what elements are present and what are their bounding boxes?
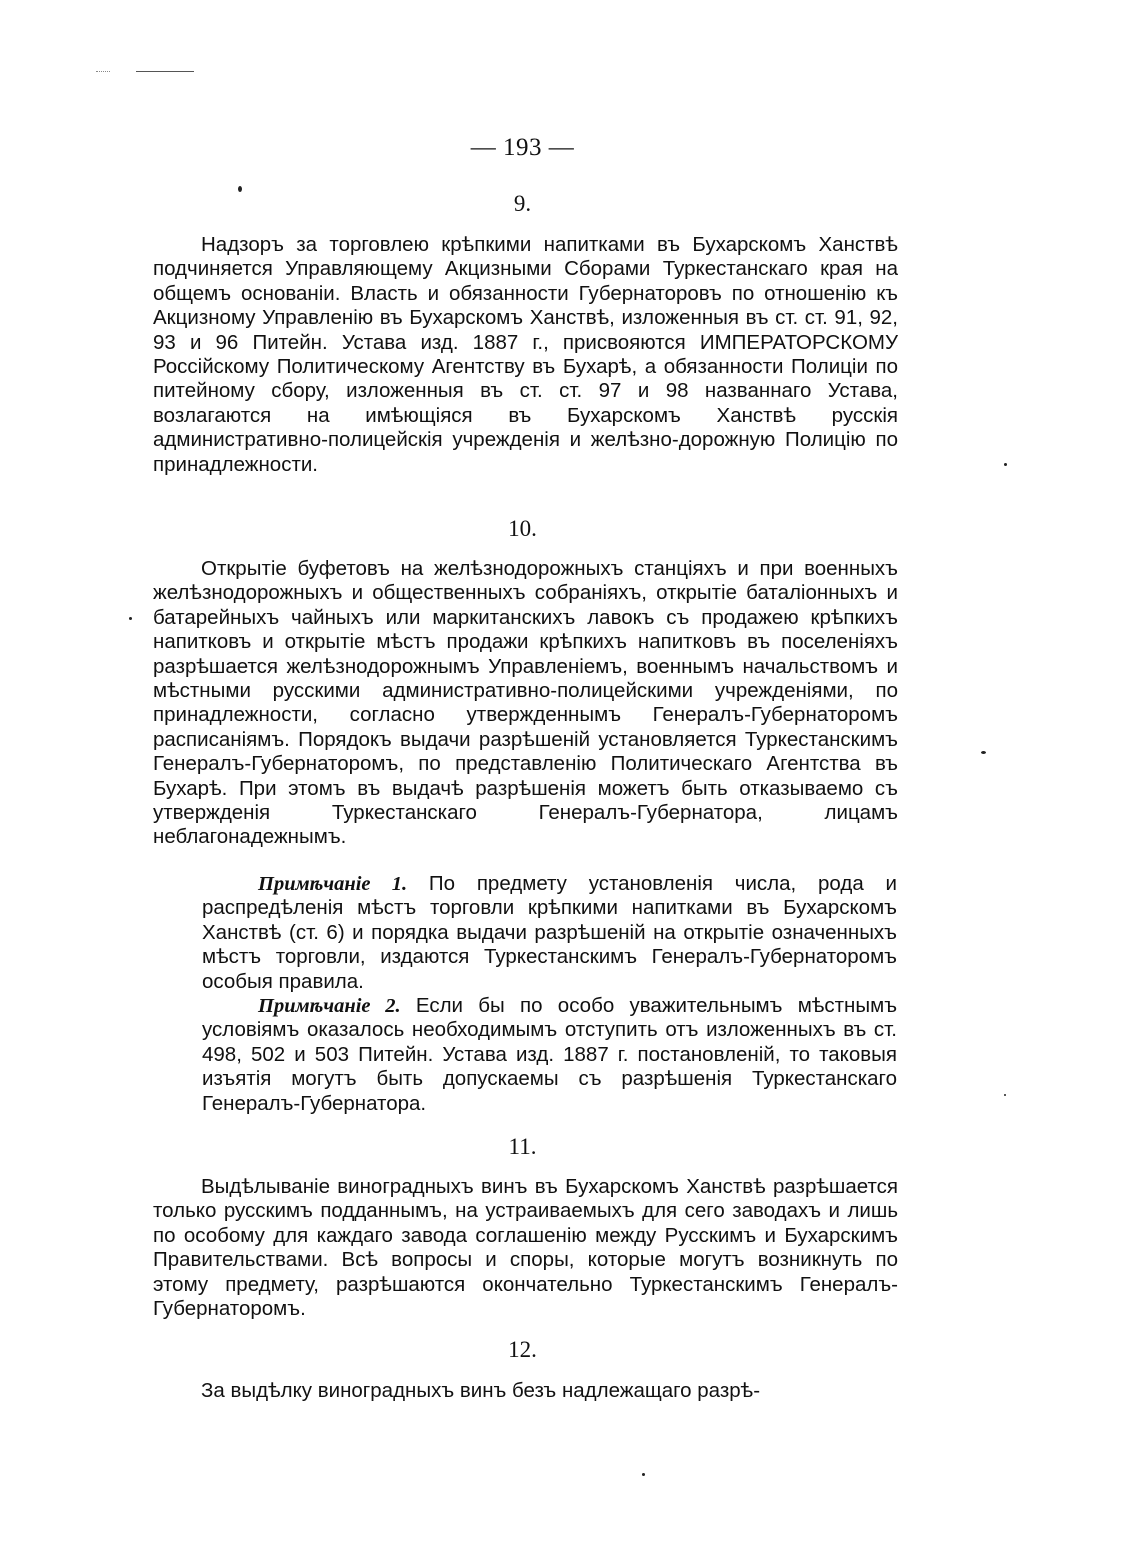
section-10-paragraph: Открытіе буфетовъ на желѣзнодорожныхъ станціяхъ и при военныхъ желѣзнодорожныхъ и общественныхъ собраніяхъ, открытіе баталіонныхъ и батарейныхъ чайныхъ или маркитанскихъ лавокъ съ продажею крѣпкихъ напитковъ и открытіе мѣстъ продажи крѣпкихъ напитковъ въ поселеніяхъ разрѣшается желѣзнодорожнымъ Управленіемъ, военнымъ начальствомъ и мѣстными русскими административно-полицейскими учрежденіями, по принадлежности, согласно утвержденнымъ Генералъ-Губернаторомъ расписаніямъ. Порядокъ выдачи разрѣшеній установляется Туркестанскимъ Генералъ-Губернаторомъ, по представленію Политическаго Агентства въ Бухарѣ. При этомъ въ выдачѣ разрѣшенія можетъ быть отказываемо съ утвержденія Туркестанскаго Генералъ-Губернатора, лицамъ неблагонадежнымъ. [153, 557, 898, 849]
note-1-text: По предмету установленія числа, рода и распредѣленія мѣстъ торговли крѣпкими напитками въ Бухарскомъ Ханствѣ (ст. 6) и порядка выдачи разрѣшеній на открытіе означенныхъ мѣстъ торговли, издаются Туркестанскимъ Генералъ-Губернаторомъ особыя правила. [202, 872, 897, 993]
note-1 [202, 872, 897, 994]
section-heading-9: 9. [513, 191, 532, 216]
scan-speck [129, 617, 132, 620]
scan-speck [642, 1473, 645, 1476]
section-11-paragraph: Выдѣлываніе виноградныхъ винъ въ Бухарскомъ Ханствѣ разрѣшается только русскимъ подданнымъ, на устраиваемыхъ для сего заводахъ и лишь по особому для каждаго завода соглашенію между Русскимъ и Бухарскимъ Правительствами. Всѣ вопросы и споры, которые могутъ возникнуть по этому предмету, разрѣшаются окончательно Туркестанскимъ Генералъ-Губернаторомъ. [153, 1175, 898, 1321]
scan-margin-mark [96, 71, 110, 72]
section-heading-10: 10. [508, 516, 537, 541]
section-9-paragraph: Надзоръ за торговлею крѣпкими напитками въ Бухарскомъ Ханствѣ подчиняется Управляющему Акцизными Сборами Туркестанскаго края на общемъ основаніи. Власть и обязанности Губернаторовъ по отношенію къ Акцизному Управленію въ Бухарскомъ Ханствѣ, изложенныя въ ст. ст. 91, 92, 93 и 96 Питейн. Устава изд. 1887 г., присвояются ИМПЕРАТОРСКОМУ Россійскому Политическому Агентству въ Бухарѣ, а обязанности Полиціи по питейному сбору, изложенныя въ ст. ст. 97 и 98 названнаго Устава, возлагаются на имѣющіяся въ Бухарскомъ Ханствѣ русскія административно-полицейскія учрежденія и желѣзно-дорожную Полицію по принадлежности. [153, 233, 898, 476]
note-2-label: Примѣчаніе 2. [258, 995, 401, 1017]
scan-speck [981, 751, 986, 754]
section-12-paragraph: За выдѣлку виноградныхъ винъ безъ надлежащаго разрѣ- [201, 1379, 761, 1402]
page-number: — 193 — [470, 134, 575, 161]
section-heading-11: 11. [508, 1134, 537, 1159]
scan-speck [1004, 463, 1007, 466]
scan-rule-mark [136, 71, 194, 72]
note-2 [202, 994, 897, 1116]
section-heading-12: 12. [508, 1337, 537, 1362]
note-2-text: Если бы по особо уважительнымъ мѣстнымъ условіямъ оказалось необходимымъ отступить отъ изложенныхъ въ ст. 498, 502 и 503 Питейн. Устава изд. 1887 г. постановленій, то таковыя изъятія могутъ быть допускаемы съ разрѣшенія Туркестанскаго Генералъ-Губернатора. [202, 994, 898, 1115]
note-1-label: Примѣчаніе 1. [258, 873, 408, 895]
scan-speck [1004, 1094, 1006, 1096]
